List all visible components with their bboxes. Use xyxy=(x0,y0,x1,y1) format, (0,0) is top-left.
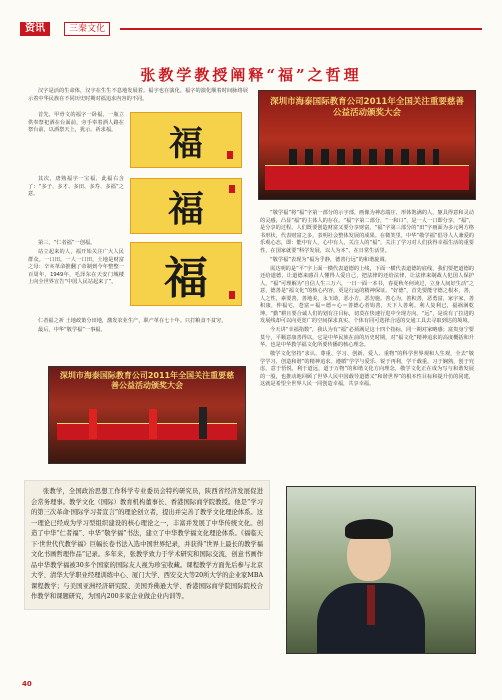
calligraphy-char: 福 xyxy=(164,253,208,304)
intro-paragraph-4 xyxy=(28,240,124,288)
award-table xyxy=(265,165,469,190)
author-bio: 张教学，全国政治思想工作科学专业委员会特约研究员，陕西省经济发展促进会常务理事。教学文化（国际）教育机构董事长、香港国际商学院教授。他是“学习的第三次革命·国际学习者宣言”的理论创立者，提出并完善了教学文化理论体系。这一理论已经成为学习型组织建设的核心理论之一，丰富并发展了中华传统文化。创造了中华“仁者福”、中华“敬学福”书法，建立了中华教学福文化理论体系。《福临天下·世世代代教学福》巨幅长卷书法入选中国世界纪录，并获得“世界上最长的教学福文化书画哲理作品”记录。多年来，张教学致力于学术研究和国际交流，创意书画作品中华教学福被30多个国家的国际友人视为珍宝收藏。课程教学方面先后参与北京大学、清华大学职业经理训练中心、厦门大学、西安交大等20所大学的企业家MBA课程教学；与美国亚洲经济研究院、美国乔佛逊大学、香港国际商学院国际院校合作教学和课题研究，为国内200多家企业做企业内训等。 xyxy=(24,480,270,610)
right-column-text xyxy=(260,210,474,390)
section-subtitle: 三秦文化 xyxy=(64,22,110,36)
event-photo-left xyxy=(48,366,246,464)
article-title: 张教学教授阐释“福”之哲理 xyxy=(140,66,362,84)
intro-text-5: 站立起来的人，福开始关注广大人民群众。一口田。一人一口田，土地是财富之母：辛亥革命推翻了帝制到今年整整一百周年，1949年，毛泽东在天安门城楼上向全世界宣告“中国人民站起来了”。 xyxy=(28,249,124,285)
portrait-hair xyxy=(345,519,393,539)
intro-paragraph-5 xyxy=(28,318,242,336)
person-figure xyxy=(199,407,207,439)
intro-paragraph-2 xyxy=(28,112,124,136)
photo-banner-text: 深圳市海泰国际教育公司2011年全国关注重要慈善公益活动颁奖大会 xyxy=(270,97,464,118)
calligraphy-char: 福 xyxy=(169,123,203,164)
right-text-4: 今天讲“幸福指数”，我认为有“福”必须满足这十四个指标，同一期对家略感；富贵身宁要莫兮，平顺意康善得以，它是中华民族在前的历史时期，对“福文化”精神追求的高度概括和升华。也是中华教学福文化所要传播的核心理念。 xyxy=(260,327,474,348)
right-text-3: 需达明的是“平”字上面一横代表道德的上线，下面一横代表道德的底线，我们要把道德的还给道德，让道德来感召人懂得人爱自己，把法律的还给法律，让法律来制裁人犯国人保护人。“福”可理解为“自信人生三万六，一日一面一本书，春夏秋冬何读过，立身人间好生活”之意，德善是“福文化”的核心内容，更是行运的精神保证。“好德”，首先要能守德之根本，善，人之性，素要善，善地美，永玉助，恶小方，恶勿施。善心为，善积善，恶勇富，家宇家，善积康，仲福宅，苍富＝福＝德＝心＝善德心者钩善，天下人善利。利人复利已，福祸满乾坤。“勤”耕且要合诚人们的划有注目标，切莫在快速行进中全现方向。“远”，是说有了拉进的发展线却可以向更宽广的空间探求真实。个体有同可选择合适的交通工具去寻取到达的境境。 xyxy=(260,265,474,324)
seal-stamp xyxy=(227,151,233,159)
photo-banner-text: 深圳市海泰国际教育公司2011年全国关注重要慈善公益活动颁奖大会 xyxy=(59,371,235,390)
portrait-tie xyxy=(367,585,375,625)
intro-text-1: 汉字是活的生命体，汉字在生生不息地发展着。福字也在演化。福字的演化顺着时间脉络展示着中华民族在不同历史时期对福追求内容的不同。 xyxy=(28,88,248,102)
intro-paragraph-1 xyxy=(28,88,248,105)
row-of-people xyxy=(289,149,439,165)
right-text-2: “敬学福”表现为“福为乎静，德善行远”的和谐旋调。 xyxy=(270,256,390,263)
intro-paragraph-3 xyxy=(28,176,124,200)
section-tag: 资讯 xyxy=(20,22,50,36)
intro-text-2: 首先，甲骨文的福字一卧福，一瓶立供奉祭祀酒在台面前，旁手奉着酒人路在祭台前，以酒祭天上，犹示。祈求福。 xyxy=(28,112,124,133)
person-figure xyxy=(89,409,97,439)
calligraphy-ren-fu xyxy=(130,242,242,306)
calligraphy-oracle-fu xyxy=(130,112,242,168)
stage-table xyxy=(57,423,237,440)
section-header xyxy=(20,22,482,36)
intro-text-3: 其次，唐熟福字一宝福，此福右含了：“多子、多才、多田、多寿、多福”之意。 xyxy=(28,176,124,197)
right-text-1: “敬学福”将“福”字第一部分的示字部，画像为神态端庄、形体饱满的人，躯具得意和灵动的灵感，凸显“福”的主体人的存在。“福”字第二部分，“一和口”，是一人一口即分享，“福”，是分享的过程。人们既要创造财富又要分享财富。“福”字第三部分的“田”字画面为多元网方格书形状，代表财富之多，表明社会整体发展的成果。在微笑里，中华“敬学福”倡导人人兼爱的乐观心态，即：能中有人，心中有人，关注人的“福”，关注了学习对人们获得幸福生活的重要性，在国家就要“科学发展，以人为本”，在日常生活里。 xyxy=(260,210,474,254)
portrait-photo xyxy=(286,486,476,654)
intro-text-7: 最后，中华“敬学福”一事福。 xyxy=(38,327,106,333)
header-rule xyxy=(120,28,482,30)
intro-text-6: 仁者福之祈 土地政策分田地，激发农业生产，职产革在七十年。只打粮食不贫穷。 xyxy=(38,318,227,324)
calligraphy-char: 福 xyxy=(167,187,204,230)
page-number: 40 xyxy=(22,680,32,688)
intro-text-4: 第三，“仁者福”一创福。 xyxy=(38,240,96,246)
seal-stamp xyxy=(229,185,235,193)
calligraphy-tang-fu xyxy=(130,178,242,234)
person-figure xyxy=(149,409,157,439)
right-text-5: 敬学文化坚持“求认、尊重、学习、创新、爱人、重物”的科学世界观和人生观，全去“敬学学习，创造和谐”的精神追求。遵循“学学与爱乐、锐于再利，学千载重，习于娴熟，创于究虑，意于悟悦，利于道远，道于万物”的和谐文化方向理念，敬学文化正在成为写与和谐发展的一股，也推动地回顾了世界人民中国载导道德义“和谐世界”的根本性目标和提升仿的同建，这就是希望全世界人民一同创造幸福，共享幸福。 xyxy=(260,351,474,387)
seal-stamp xyxy=(229,291,235,299)
event-photo-right xyxy=(258,90,476,200)
